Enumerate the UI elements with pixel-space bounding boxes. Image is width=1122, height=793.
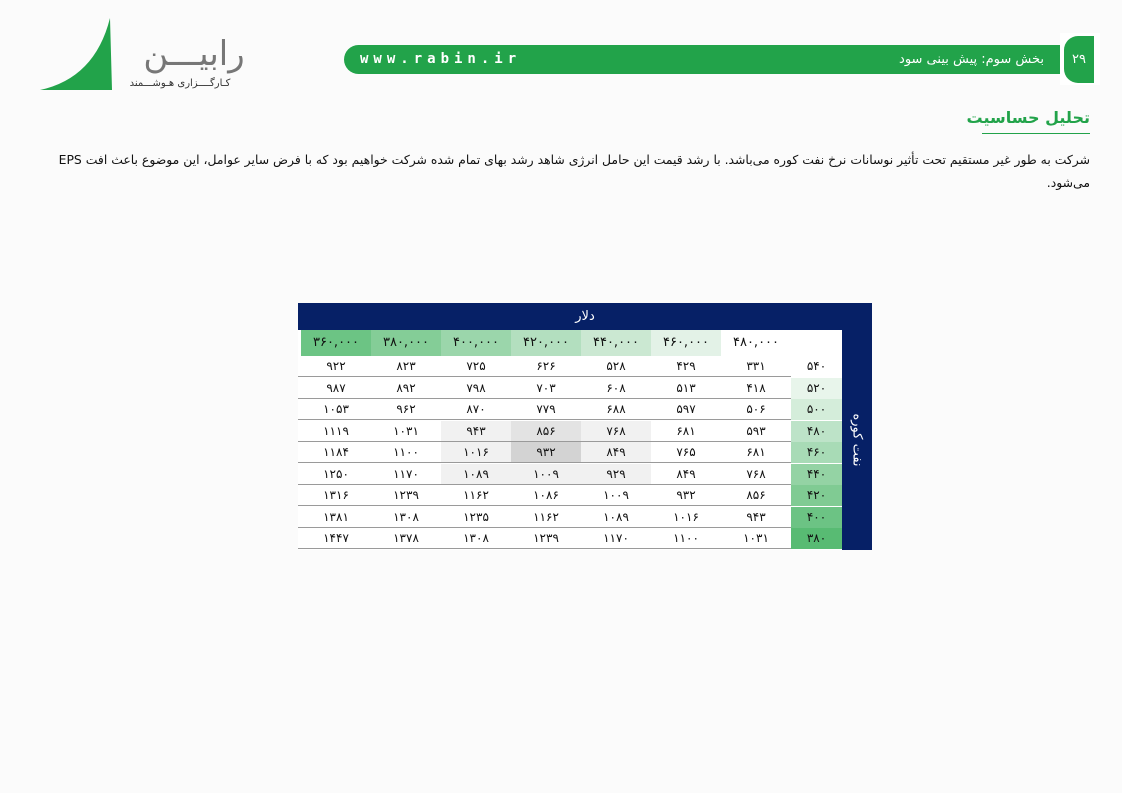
table-cell: ۱۰۱۶ [441,442,511,462]
table-cell: ۵۲۸ [606,359,626,373]
table-cell: ۸۷۰ [466,402,486,416]
row-header: ۴۰۰ [791,507,842,528]
table-cell: ۱۲۳۵ [463,509,489,524]
table-cell: ۱۰۵۳ [323,402,349,416]
table-cell: ۷۶۸ [746,466,766,481]
table-cell: ۱۱۸۴ [323,445,349,459]
table-cell: ۱۱۶۲ [463,488,489,502]
row-header: ۵۰۰ [791,399,842,420]
table-cell: ۸۵۶ [746,488,766,502]
table-cell: ۱۴۴۷ [323,531,349,545]
table-cell: ۱۲۳۹ [393,488,419,502]
table-cell: ۹۸۷ [326,380,346,395]
table-row [298,421,842,442]
table-cell: ۹۳۲ [511,442,581,462]
table-cell: ۶۲۶ [536,359,556,373]
column-header: ۴۲۰,۰۰۰ [511,330,581,356]
row-header: ۴۶۰ [791,442,842,463]
table-cell: ۹۳۲ [676,488,696,502]
table-cell: ۷۹۸ [466,380,486,395]
row-header: ۴۸۰ [791,421,842,442]
table-cell: ۸۲۳ [396,359,416,373]
table-row [298,528,842,549]
table-cell: ۷۶۵ [676,445,696,459]
table-cell: ۵۰۶ [746,402,766,416]
table-cell: ۱۱۶۲ [533,509,559,524]
website-link[interactable]: www.rabin.ir [360,51,522,67]
table-cell: ۱۱۰۰ [673,531,699,545]
table-cell: ۹۴۳ [441,421,511,441]
table-cell: ۹۲۹ [581,464,651,484]
table-cell: ۱۱۰۰ [393,445,419,459]
table-cell: ۱۰۸۹ [441,464,511,484]
table-cell: ۱۳۰۸ [393,509,419,524]
column-header: ۴۸۰,۰۰۰ [721,330,791,356]
table-cell: ۱۱۷۰ [603,531,629,545]
logo-shape-icon [40,18,112,90]
table-row [298,399,842,420]
logo-tagline: کـارگــــزاری هـوشـــمند [129,78,231,89]
table-cell: ۷۲۵ [466,359,486,373]
table-cell: ۸۹۲ [396,380,416,395]
table-top-label: دلار [575,309,595,324]
table-cell: ۸۴۹ [676,466,696,481]
table-cell: ۸۵۶ [511,421,581,441]
section-title: تحلیل حساسیت [966,108,1090,127]
table-cell: ۱۳۸۱ [323,509,349,524]
table-cell: ۱۱۱۹ [323,423,349,438]
section-paragraph: شرکت به طور غیر مستقیم تحت تأثیر نوسانات نرخ نفت کوره می‌باشد. با رشد قیمت این حامل انرژی شاهد رشد بهای تمام شده شرکت خواهیم بود که با فرض سایر عوامل، این موضوع باعث افت EPS می‌شود. [58,152,1090,190]
table-cell: ۱۲۵۰ [323,466,349,481]
table-cell: ۵۱۳ [676,380,696,395]
column-header: ۴۰۰,۰۰۰ [441,330,511,356]
row-header: ۳۸۰ [791,528,842,549]
row-header: ۵۲۰ [791,378,842,399]
section-underline [982,133,1090,134]
table-cell: ۱۳۱۶ [323,488,349,502]
table-cell: ۱۰۳۱ [393,423,419,438]
table-cell: ۳۳۱ [746,359,766,373]
row-header: ۵۴۰ [791,356,842,377]
table-cell: ۴۱۸ [746,380,766,395]
table-cell: ۵۹۷ [676,402,696,416]
table-cell: ۴۲۹ [676,359,696,373]
column-header: ۴۶۰,۰۰۰ [651,330,721,356]
table-cell: ۶۸۱ [676,423,696,438]
table-cell: ۱۳۷۸ [393,531,419,545]
table-cell: ۱۰۳۱ [743,531,769,545]
table-cell: ۱۱۷۰ [393,466,419,481]
table-grid [298,330,842,550]
table-cell: ۱۰۰۹ [511,464,581,484]
table-side-label: نفت کوره [849,413,865,467]
table-cell: ۱۲۳۹ [533,531,559,545]
page-number: ۲۹ [1064,36,1094,83]
row-header: ۴۴۰ [791,464,842,485]
table-cell: ۶۸۱ [746,445,766,459]
column-header: ۳۶۰,۰۰۰ [301,330,371,356]
table-cell: ۶۰۸ [606,380,626,395]
table-cell: ۱۰۸۹ [603,509,629,524]
table-row [298,356,842,377]
table-side-label-box [842,330,872,550]
table-cell: ۷۶۸ [581,421,651,441]
table-cell: ۹۴۳ [746,509,766,524]
table-row [298,378,842,399]
table-cell: ۱۰۱۶ [673,509,699,524]
table-row [298,464,842,485]
table-cell: ۷۷۹ [536,402,556,416]
column-header: ۴۴۰,۰۰۰ [581,330,651,356]
table-cell: ۱۰۰۹ [603,488,629,502]
table-cell: ۹۶۲ [396,402,416,416]
table-row [298,507,842,528]
column-header: ۳۸۰,۰۰۰ [371,330,441,356]
table-cell: ۹۲۲ [326,359,346,373]
sensitivity-table [298,303,872,550]
table-cell: ۶۸۸ [606,402,626,416]
table-cell: ۱۰۸۶ [533,488,559,502]
table-cell: ۷۰۳ [536,380,556,395]
table-cell: ۱۳۰۸ [463,531,489,545]
table-row [298,442,842,463]
table-cell: ۸۴۹ [581,442,651,462]
chapter-title: بخش سوم: پیش بینی سود [899,52,1044,67]
table-cell: ۵۹۳ [746,423,766,438]
row-header: ۴۲۰ [791,485,842,506]
logo-word: رابیـــن [143,34,245,74]
table-row [298,485,842,506]
